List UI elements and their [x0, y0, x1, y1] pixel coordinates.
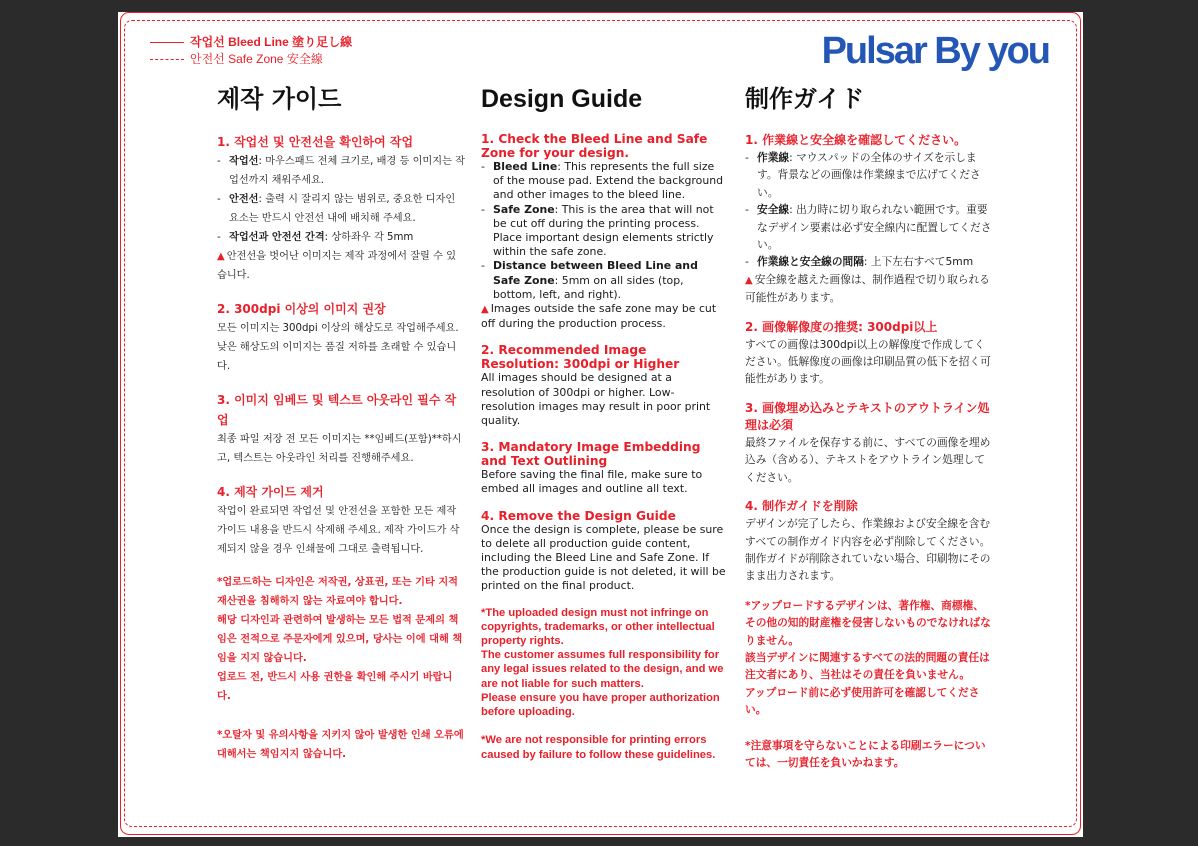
legend-safe [150, 51, 352, 68]
section-body: デザインが完了したら、作業線および安全線を含むすべての制作ガイド内容を必ず削除してください。制作ガイドが削除されていない場合、印刷物にそのまま出力されます。 [745, 517, 991, 583]
warning-note: ▲ 안전선을 벗어난 이미지는 제작 과정에서 잘릴 수 있습니다. [217, 251, 457, 281]
notice-text: *We are not responsible for printing errors caused by failure to follow these guidelines. [481, 734, 716, 761]
list-item: - 작업선과 안전선 간격: 상하좌우 각 5mm [217, 228, 465, 247]
section-1-en [481, 132, 727, 331]
legend-bleed [150, 34, 352, 51]
section-heading: 1. Check the Bleed Line and Safe Zone for your design. [481, 132, 708, 160]
notice-text: *업로드하는 디자인은 저작권, 상표권, 또는 기타 지적 재산권을 침해하지 않는 자료여야 합니다. [217, 577, 459, 607]
section-body: Once the design is complete, please be sure to delete all production guide content, including the Bleed Line and Safe Zone. If the production guide is not deleted, it will be printed on the final product. [481, 522, 726, 593]
warning-icon: ▲ [217, 251, 225, 262]
section-body: 작업이 완료되면 작업선 및 안전선을 포함한 모든 제작 가이드 내용을 반드시 삭제해 주세요. 제작 가이드가 삭제되지 않을 경우 인쇄물에 그대로 출력됩니다. [217, 506, 460, 555]
warning-icon: ▲ [745, 274, 753, 286]
section-body: 모든 이미지는 300dpi 이상의 해상도로 작업해주세요. 낮은 해상도의 이미지는 품질 저하를 초래할 수 있습니다. [217, 323, 459, 372]
notice-text: 해당 디자인과 관련하여 발생하는 모든 법적 문제의 책임은 전적으로 주문자에게 있으며, 당사는 이에 대해 책임을 지지 않습니다. [217, 615, 463, 664]
list-item: - Bleed Line: This represents the full size of the mouse pad. Extend the background and other images to the bleed line. [481, 160, 727, 203]
section-3-ko [217, 390, 465, 468]
section-2-en [481, 343, 727, 428]
section-2-ko [217, 299, 465, 376]
solid-line-icon [150, 42, 184, 43]
section-body: 最終ファイルを保存する前に、すべての画像を埋め込み（含める）、テキストをアウトライン処理してください。 [745, 435, 991, 484]
notice-text: *The uploaded design must not infringe on copyrights, trademarks, or other intellectual property rights. [481, 606, 715, 648]
section-body: 최종 파일 저장 전 모든 이미지는 **임베드(포함)**하시고, 텍스트는 아웃라인 처리를 진행해주세요. [217, 434, 462, 464]
section-heading: 2. 300dpi 이상의 이미지 권장 [217, 302, 386, 316]
warning-note: ▲ Images outside the safe zone may be cut off during the production process. [481, 302, 717, 331]
dashed-line-icon [150, 59, 184, 60]
notice-text: アップロード前に必ず使用許可を確認してください。 [745, 685, 980, 717]
english-guide-column [481, 84, 727, 762]
list-item: - Safe Zone: This is the area that will not be cut off during the printing process. Place important design elements strictly within the safe zone. [481, 203, 727, 260]
korean-guide-column [217, 84, 465, 764]
section-heading: 4. Remove the Design Guide [481, 508, 676, 523]
page-title-ja: 制作ガイド [745, 85, 865, 113]
section-3-en [481, 440, 727, 496]
section-body: すべての画像は300dpi以上の解像度で作成してください。低解像度の画像は印刷品質の低下を招く可能性があります。 [745, 337, 991, 386]
legal-notice-ja [745, 597, 993, 772]
section-heading: 3. 이미지 임베드 및 텍스트 아웃라인 필수 작업 [217, 393, 457, 427]
section-heading: 1. 作業線と安全線を確認してください。 [745, 133, 967, 147]
section-4-ja [745, 498, 993, 585]
brand-logo: Pulsar By you [821, 30, 1049, 72]
section-1-ko [217, 132, 465, 285]
section-2-ja [745, 319, 993, 388]
list-item: - 작업선: 마우스패드 전체 크기로, 배경 등 이미지는 작업선까지 채워주세요. [217, 152, 465, 190]
section-body: Before saving the final file, make sure to embed all images and outline all text. [481, 468, 703, 496]
list-item: - 안전선: 출력 시 잘리지 않는 범위로, 중요한 디자인 요소는 반드시 안전선 내에 배치해 주세요. [217, 190, 465, 228]
legend-safe-label: 안전선 Safe Zone 安全線 [190, 52, 323, 66]
section-1-ja [745, 132, 993, 307]
section-4-ko [217, 482, 465, 559]
item-list [481, 160, 727, 302]
japanese-guide-column [745, 84, 993, 771]
list-item: - 作業線と安全線の間隔: 上下左右すべて5mm [745, 253, 993, 270]
section-3-ja [745, 400, 993, 486]
section-heading: 4. 제작 가이드 제거 [217, 485, 324, 499]
section-heading: 4. 制作ガイドを削除 [745, 499, 858, 514]
list-item: - 作業線: マウスパッドの全体のサイズを示します。背景などの画像は作業線まで広げてください。 [745, 149, 993, 201]
section-heading: 1. 작업선 및 안전선을 확인하여 작업 [217, 135, 414, 149]
line-legend [150, 34, 352, 68]
notice-text: 該当デザインに関連するすべての法的問題の責任は注文者にあり、当社はその責任を負いません。 [745, 650, 990, 682]
section-4-en [481, 509, 727, 594]
item-list [745, 149, 993, 271]
section-heading: 3. 画像埋め込みとテキストのアウトライン処理は必須 [745, 400, 990, 432]
warning-icon: ▲ [481, 304, 489, 316]
section-heading: 3. Mandatory Image Embedding and Text Outlining [481, 440, 701, 469]
warning-note: ▲ 安全線を越えた画像は、制作過程で切り取られる可能性があります。 [745, 272, 990, 305]
notice-text: *アップロードするデザインは、著作権、商標権、その他の知的財産権を侵害しないものでなければなりません。 [745, 598, 991, 647]
section-heading: 2. Recommended Image Resolution: 300dpi or Higher [481, 343, 680, 372]
section-body: All images should be designed at a resolution of 300dpi or higher. Low-resolution images may result in poor print quality. [481, 371, 711, 428]
legal-notice-ko [217, 573, 465, 764]
item-list [217, 152, 465, 247]
notice-text: Please ensure you have proper authorization before uploading. [481, 691, 720, 719]
section-heading: 2. 画像解像度の推奨: 300dpi以上 [745, 319, 938, 334]
notice-text: *注意事項を守らないことによる印刷エラーについては、一切責任を負いかねます。 [745, 738, 986, 769]
page-title-ko: 제작 가이드 [217, 85, 342, 113]
notice-text: 업로드 전, 반드시 사용 권한을 확인해 주시기 바랍니다. [217, 672, 453, 702]
legend-bleed-label: 작업선 Bleed Line 塗り足し線 [190, 35, 353, 49]
notice-text: The customer assumes full responsibility for any legal issues related to the design, and we are not liable for such matters. [481, 649, 724, 690]
legal-notice-en [481, 606, 727, 762]
page-title-en: Design Guide [481, 85, 643, 113]
print-sheet [118, 12, 1083, 837]
list-item: - 安全線: 出力時に切り取られない範囲です。重要なデザイン要素は必ず安全線内に配置してください。 [745, 201, 993, 253]
list-item: - Distance between Bleed Line and Safe Zone: 5mm on all sides (top, bottom, left, and right). [481, 259, 727, 302]
notice-text: *오탈자 및 유의사항을 지키지 않아 발생한 인쇄 오류에 대해서는 책임지지 않습니다. [217, 730, 464, 760]
